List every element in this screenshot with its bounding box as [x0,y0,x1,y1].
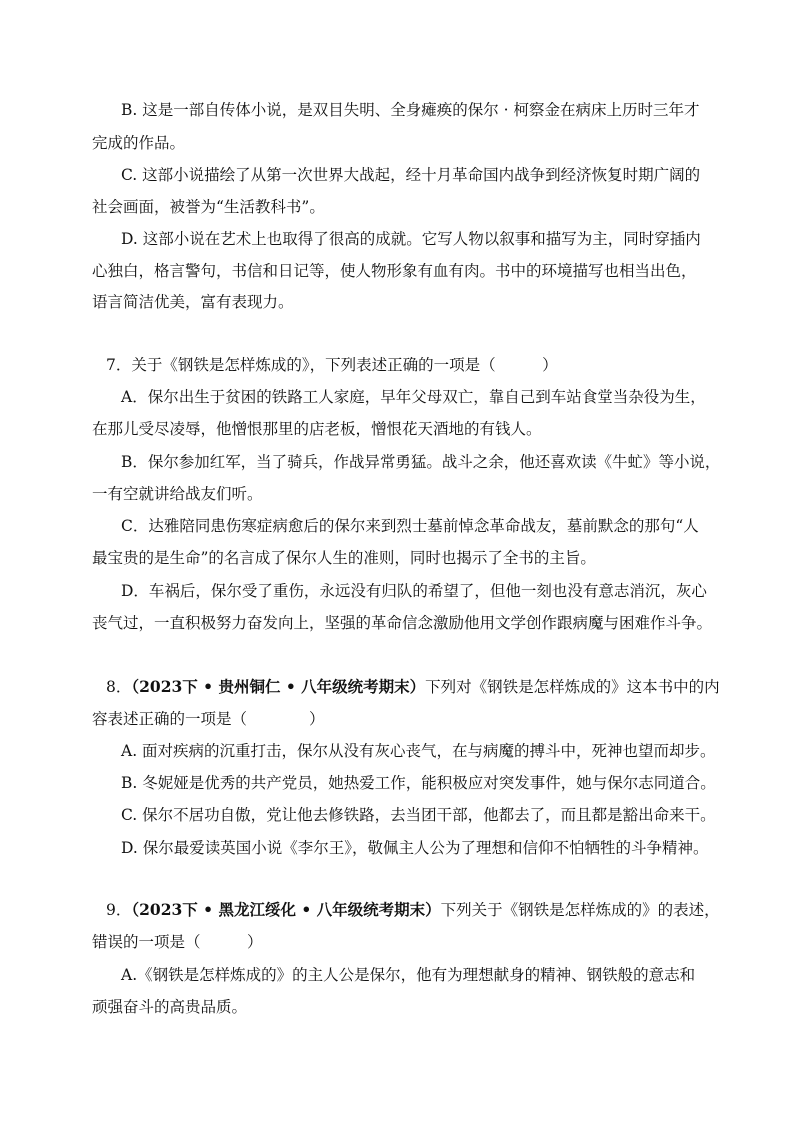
q7-stem: 7．关于《钢铁是怎样炼成的》，下列表述正确的一项是（ ） [106,356,558,374]
q7-option-b-line2: 一有空就讲给战友们听。 [92,485,263,503]
q7-option-a-line1: A．保尔出生于贫困的铁路工人家庭，早年父母双亡，靠自己到车站食堂当杂役为生， [121,388,706,406]
q9-option-a-line1: A.《钢铁是怎样炼成的》的主人公是保尔，他有为理想献身的精神、钢铁般的意志和 [121,966,696,984]
q8-option-a: A. 面对疾病的沉重打击，保尔从没有灰心丧气，在与病魔的搏斗中，死神也望而却步。 [121,742,716,760]
q8-option-c: C. 保尔不居功自傲，党让他去修铁路，去当团干部，他都去了，而且都是豁出命来干。 [121,806,716,824]
q6-option-b-line2: 完成的作品。 [92,134,186,152]
q9-stem-line1 [106,900,720,920]
q9-number: 9． [106,901,132,919]
q8-number: 8． [106,678,132,696]
q6-option-c-line2: 社会画面，被誉为“生活教科书”。 [92,198,325,216]
q7-option-b-line1: B．保尔参加红军，当了骑兵，作战异常勇猛。战斗之余，他还喜欢读《牛虻》等小说， [121,453,721,471]
q8-option-b: B. 冬妮娅是优秀的共产党员，她热爱工作，能积极应对突发事件，她与保尔志同道合。 [121,774,716,792]
q6-option-d-line1: D. 这部小说在艺术上也取得了很高的成就。它写人物以叙事和描写为主，同时穿插内 [121,230,701,248]
q6-option-d-line2: 心独白，格言警句，书信和日记等，使人物形象有血有肉。书中的环境描写也相当出色， [92,262,697,280]
q6-option-b-line1: B. 这是一部自传体小说，是双目失明、全身瘫痪的保尔 · 柯察金在病床上历时三年才 [121,101,700,119]
q7-option-a-line2: 在那儿受尽凌辱，他憎恨那里的店老板，憎恨花天酒地的有钱人。 [92,420,542,438]
q9-stem-line2: 错误的一项是（ ） [92,933,263,951]
q9-option-a-line2: 顽强奋斗的高贵品质。 [92,998,248,1016]
q7-option-c-line2: 最宝贵的是生命”的名言成了保尔人生的准则，同时也揭示了全书的主旨。 [92,549,596,567]
q8-stem-text: 下列对《钢铁是怎样炼成的》这本书中的内 [425,678,720,696]
q7-option-c-line1: C．达雅陪同患伤寒症病愈后的保尔来到烈士墓前悼念革命战友，墓前默念的那句“人 [121,517,699,535]
q8-source: （2023下 • 贵州铜仁 • 八年级统考期末） [131,677,426,696]
q7-option-d-line1: D．车祸后，保尔受了重伤，永远没有归队的希望了，但他一刻也没有意志消沉，灰心 [121,582,707,600]
q6-option-c-line1: C. 这部小说描绘了从第一次世界大战起，经十月革命国内战争到经济恢复时期广阔的 [121,166,701,184]
q8-stem-line1 [106,677,720,697]
q8-option-d: D. 保尔最爱读英国小说《李尔王》，敬佩主人公为了理想和信仰不怕牺牲的斗争精神。 [121,839,709,857]
q8-stem-line2: 容表述正确的一项是（ ） [92,710,325,728]
q6-option-d-line3: 语言简洁优美，富有表现力。 [92,293,294,311]
q7-option-d-line2: 丧气过，一直积极努力奋发向上，坚强的革命信念激励他用文学创作跟病魔与困难作斗争。 [92,614,713,632]
q9-stem-text: 下列关于《钢铁是怎样炼成的》的表述， [440,901,720,919]
q9-source: （2023下 • 黑龙江绥化 • 八年级统考期末） [131,900,441,919]
